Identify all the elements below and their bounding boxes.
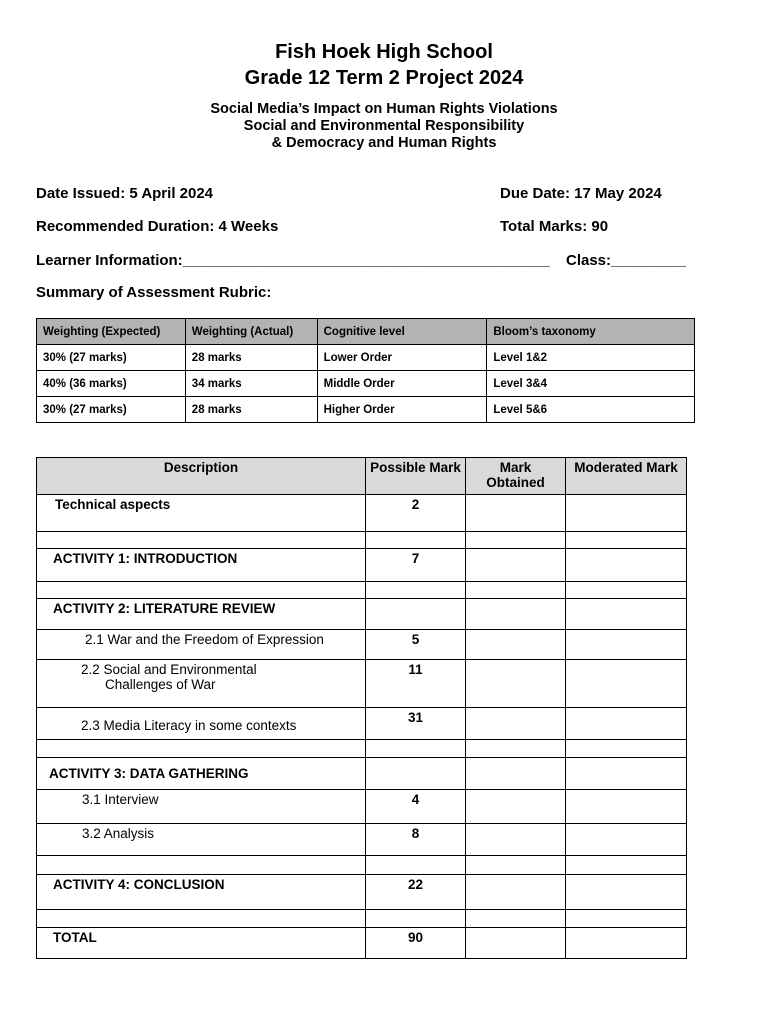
rubric-cell: 30% (27 marks)	[37, 397, 186, 423]
rubric-row	[37, 371, 695, 397]
row-label: ACTIVITY 2: LITERATURE REVIEW	[37, 599, 366, 630]
rubric-summary-heading: Summary of Assessment Rubric:	[36, 284, 272, 301]
spacer-row	[37, 582, 687, 599]
table-row-3-1	[37, 790, 687, 824]
possible-mark: 11	[366, 660, 466, 708]
mark-obtained-cell[interactable]	[466, 660, 566, 708]
row-label-line: Challenges of War	[105, 677, 216, 692]
mark-obtained-cell[interactable]	[466, 630, 566, 660]
subtitle-line-1: Social Media’s Impact on Human Rights Violations	[210, 101, 558, 117]
rubric-cell: 40% (36 marks)	[37, 371, 186, 397]
row-label: ACTIVITY 4: CONCLUSION	[37, 875, 366, 910]
mark-obtained-cell[interactable]	[466, 599, 566, 630]
mark-obtained-cell[interactable]	[466, 708, 566, 740]
table-row-2-1	[37, 630, 687, 660]
rubric-header-cell: Cognitive level	[317, 319, 487, 345]
possible-mark: 90	[366, 928, 466, 959]
rubric-cell: Middle Order	[317, 371, 487, 397]
rubric-cell: Lower Order	[317, 345, 487, 371]
total-marks: Total Marks: 90	[500, 218, 609, 235]
possible-mark: 8	[366, 824, 466, 856]
moderated-mark-cell[interactable]	[566, 790, 687, 824]
spacer-row	[37, 910, 687, 928]
marks-table	[36, 457, 687, 959]
row-label: ACTIVITY 1: INTRODUCTION	[37, 549, 366, 582]
possible-mark	[366, 758, 466, 790]
row-label: 3.1 Interview	[37, 790, 366, 824]
table-row-2-2	[37, 660, 687, 708]
table-row-3-2	[37, 824, 687, 856]
mark-obtained-cell[interactable]	[466, 495, 566, 532]
spacer-row	[37, 856, 687, 875]
marks-header-cell: Description	[37, 458, 366, 495]
moderated-mark-cell[interactable]	[566, 875, 687, 910]
table-row-total	[37, 928, 687, 959]
moderated-mark-cell[interactable]	[566, 758, 687, 790]
date-issued: Date Issued: 5 April 2024	[36, 185, 214, 202]
possible-mark: 7	[366, 549, 466, 582]
table-row-activity-4	[37, 875, 687, 910]
rubric-cell: Level 3&4	[487, 371, 695, 397]
possible-mark: 2	[366, 495, 466, 532]
possible-mark: 31	[366, 708, 466, 740]
rubric-header-cell: Bloom’s taxonomy	[487, 319, 695, 345]
rubric-row	[37, 345, 695, 371]
possible-mark: 5	[366, 630, 466, 660]
table-row-activity-2	[37, 599, 687, 630]
row-label: TOTAL	[37, 928, 366, 959]
rubric-header-cell: Weighting (Actual)	[185, 319, 317, 345]
marks-header-cell: Possible Mark	[366, 458, 466, 495]
table-row-2-3	[37, 708, 687, 740]
subtitle-line-2: Social and Environmental Responsibility	[243, 118, 525, 134]
marks-header-cell: Mark Obtained	[466, 458, 566, 495]
spacer-row	[37, 740, 687, 758]
possible-mark: 22	[366, 875, 466, 910]
row-label: 2.1 War and the Freedom of Expression	[37, 630, 366, 660]
row-label: Technical aspects	[37, 495, 366, 532]
mark-obtained-cell[interactable]	[466, 824, 566, 856]
moderated-mark-cell[interactable]	[566, 599, 687, 630]
row-label: 3.2 Analysis	[37, 824, 366, 856]
table-row-technical	[37, 495, 687, 532]
rubric-cell: 30% (27 marks)	[37, 345, 186, 371]
subtitle-line-3: & Democracy and Human Rights	[271, 135, 497, 151]
recommended-duration: Recommended Duration: 4 Weeks	[36, 218, 279, 235]
row-label: 2.3 Media Literacy in some contexts	[37, 708, 366, 740]
rubric-cell: Higher Order	[317, 397, 487, 423]
school-name: Fish Hoek High School	[275, 41, 493, 63]
row-label: ACTIVITY 3: DATA GATHERING	[37, 758, 366, 790]
moderated-mark-cell[interactable]	[566, 660, 687, 708]
rubric-row	[37, 397, 695, 423]
possible-mark: 4	[366, 790, 466, 824]
moderated-mark-cell[interactable]	[566, 928, 687, 959]
moderated-mark-cell[interactable]	[566, 549, 687, 582]
moderated-mark-cell[interactable]	[566, 495, 687, 532]
learner-information: Learner Information:____________________________________________	[36, 252, 550, 269]
mark-obtained-cell[interactable]	[466, 875, 566, 910]
marks-header-cell: Moderated Mark	[566, 458, 687, 495]
rubric-header-cell: Weighting (Expected)	[37, 319, 186, 345]
project-title: Grade 12 Term 2 Project 2024	[244, 67, 524, 89]
rubric-cell: 34 marks	[185, 371, 317, 397]
class-field: Class:_________	[566, 252, 687, 269]
rubric-cell: 28 marks	[185, 397, 317, 423]
mark-obtained-cell[interactable]	[466, 790, 566, 824]
mark-obtained-cell[interactable]	[466, 758, 566, 790]
moderated-mark-cell[interactable]	[566, 630, 687, 660]
moderated-mark-cell[interactable]	[566, 824, 687, 856]
assessment-rubric-table	[36, 318, 695, 423]
table-row-activity-1	[37, 549, 687, 582]
table-row-activity-3	[37, 758, 687, 790]
row-label-line: 2.2 Social and Environmental	[81, 662, 257, 677]
row-label	[37, 660, 366, 708]
mark-obtained-cell[interactable]	[466, 928, 566, 959]
possible-mark	[366, 599, 466, 630]
rubric-cell: Level 5&6	[487, 397, 695, 423]
moderated-mark-cell[interactable]	[566, 708, 687, 740]
marks-header-row	[37, 458, 687, 495]
mark-obtained-cell[interactable]	[466, 549, 566, 582]
rubric-cell: Level 1&2	[487, 345, 695, 371]
due-date: Due Date: 17 May 2024	[500, 185, 662, 202]
rubric-header-row	[37, 319, 695, 345]
rubric-cell: 28 marks	[185, 345, 317, 371]
spacer-row	[37, 532, 687, 549]
